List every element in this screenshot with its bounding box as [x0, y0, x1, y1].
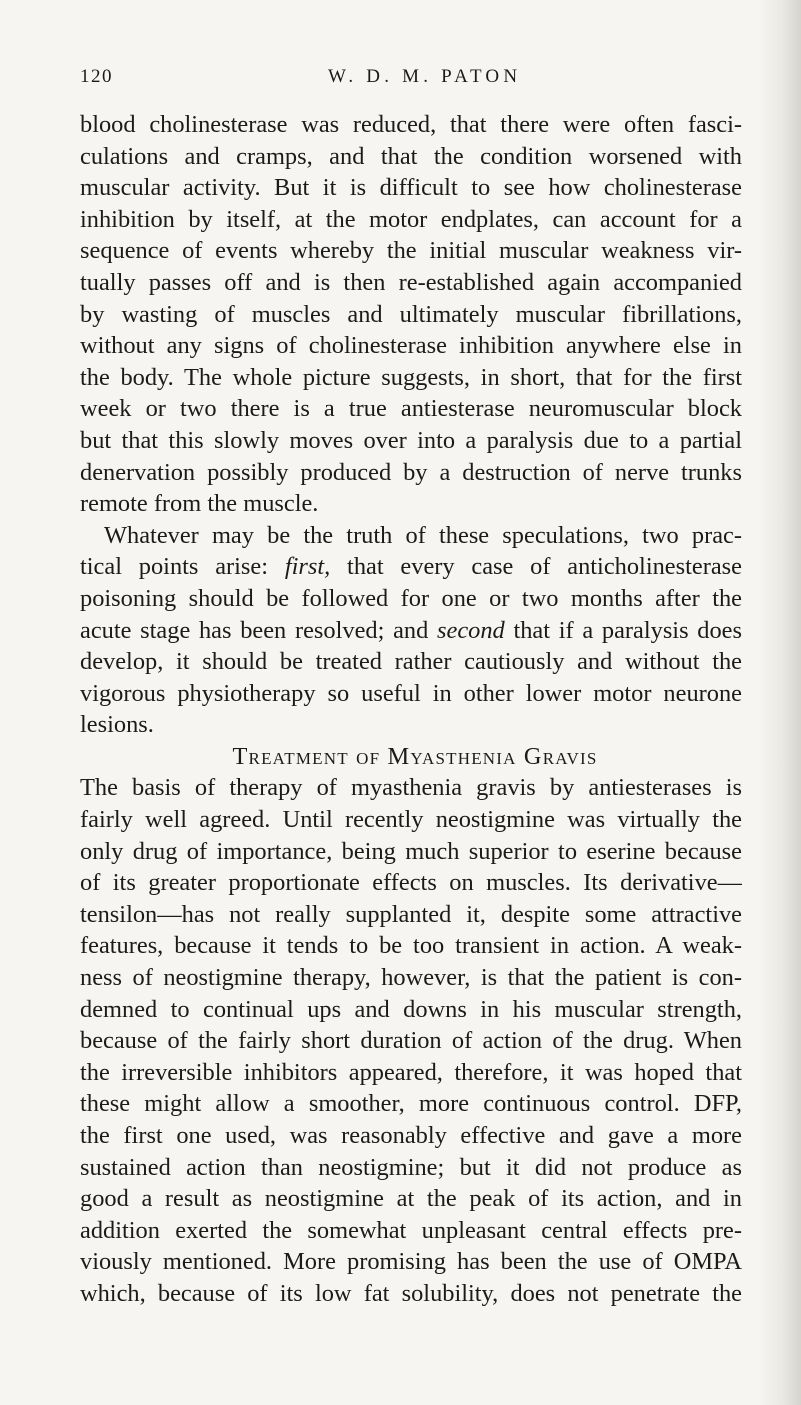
- text-line: tensilon—has not really supplanted it, despite some attractive: [80, 900, 742, 928]
- text-fragment: that if a paralysis does: [504, 616, 742, 644]
- text-line: [80, 551, 742, 583]
- text-line: muscular activity. But it is difficult to see how cholinesterase: [80, 174, 742, 202]
- text-fragment: tical points arise:: [80, 553, 285, 581]
- text-line: sustained action than neostigmine; but it did not produce as: [80, 1153, 742, 1181]
- text-line: only drug of importance, being much superior to eserine because: [80, 837, 742, 865]
- text-line: features, because it tends to be too transient in action. A weak-: [80, 932, 742, 960]
- text-line: viously mentioned. More promising has been the use of OMPA: [80, 1248, 742, 1276]
- text-line: fairly well agreed. Until recently neostigmine was virtually the: [80, 806, 742, 834]
- text-line: the first one used, was reasonably effective and gave a more: [80, 1122, 742, 1149]
- text-line: remote from the muscle.: [80, 490, 319, 518]
- paragraph-2: [80, 520, 742, 741]
- text-fragment: that every case of anticholinesterase: [330, 553, 742, 581]
- text-line: good a result as neostigmine at the peak of its action, and in: [80, 1185, 742, 1213]
- text-line: week or two there is a true antiesterase neuromuscular block: [80, 395, 742, 423]
- text-line: poisoning should be followed for one or two months after the: [80, 584, 742, 612]
- text-line: Whatever may be the truth of these speculations, two prac-: [104, 521, 742, 549]
- text-line: culations and cramps, and that the condition worsened with: [80, 142, 742, 170]
- page-number: 120: [80, 66, 113, 87]
- text-line: which, because of its low fat solubility, does not penetrate the: [80, 1279, 742, 1307]
- text-line: The basis of therapy of myasthenia gravis by antiesterases is: [80, 774, 742, 802]
- section-heading: Treatment of Myasthenia Gravis: [232, 742, 598, 770]
- text-line: because of the fairly short duration of action of the drug. When: [80, 1027, 742, 1055]
- text-line: sequence of events whereby the initial muscular weakness vir-: [80, 237, 742, 265]
- text-line: addition exerted the somewhat unpleasant central effects pre-: [80, 1216, 742, 1244]
- text-line: denervation possibly produced by a destruction of nerve trunks: [80, 458, 742, 486]
- text-line: the irreversible inhibitors appeared, therefore, it was hoped that: [80, 1058, 742, 1086]
- text-line: [80, 615, 742, 647]
- page-edge-shadow: [759, 0, 801, 1405]
- text-line: ness of neostigmine therapy, however, is that the patient is con-: [80, 964, 742, 992]
- text-line: the body. The whole picture suggests, in short, that for the first: [80, 363, 742, 391]
- text-fragment: acute stage has been resolved; and: [80, 616, 437, 644]
- emphasis-first: first,: [284, 553, 331, 581]
- text-line: these might allow a smoother, more continuous control. DFP,: [80, 1090, 742, 1118]
- text-line: blood cholinesterase was reduced, that there were often fasci-: [80, 111, 742, 138]
- text-line: without any signs of cholinesterase inhibition anywhere else in: [80, 332, 742, 360]
- text-line: tually passes off and is then re-established again accompanied: [80, 268, 742, 296]
- text-line: of its greater proportionate effects on muscles. Its derivative—: [80, 869, 742, 897]
- text-line: demned to continual ups and downs in his muscular strength,: [80, 995, 742, 1023]
- paragraph-1: [80, 109, 742, 520]
- body-text: [80, 109, 742, 1310]
- text-line: inhibition by itself, at the motor endplates, can account for a: [80, 205, 742, 233]
- emphasis-second: second: [437, 616, 505, 644]
- running-head-author: W. D. M. PATON: [328, 66, 522, 87]
- paragraph-3: [80, 772, 742, 1309]
- text-line: develop, it should be treated rather cautiously and without the: [80, 648, 742, 676]
- running-head: [80, 66, 740, 92]
- text-line: but that this slowly moves over into a paralysis due to a partial: [80, 426, 742, 454]
- text-line: vigorous physiotherapy so useful in other lower motor neurone: [80, 679, 742, 707]
- text-line: lesions.: [80, 711, 154, 739]
- text-line: by wasting of muscles and ultimately muscular fibrillations,: [80, 300, 742, 328]
